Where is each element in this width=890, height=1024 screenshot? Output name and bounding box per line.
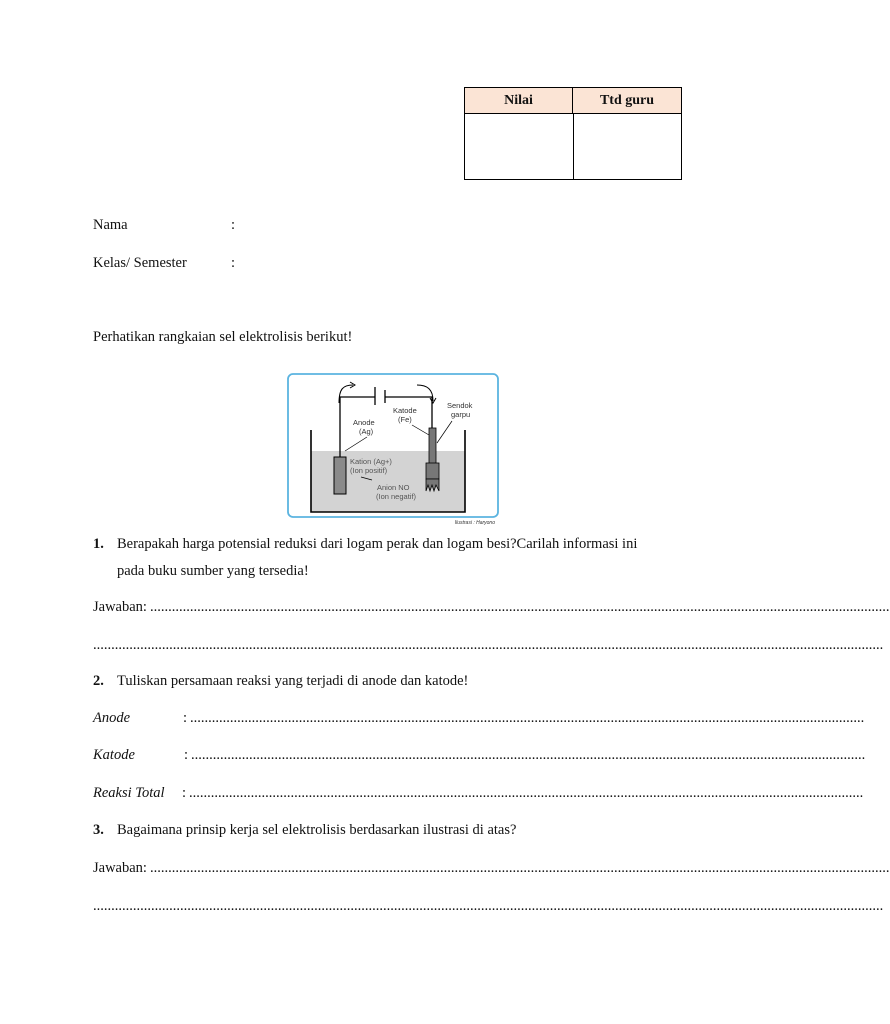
grade-header-nilai: Nilai (465, 88, 573, 114)
question-1-number: 1. (93, 536, 104, 552)
grade-table (464, 87, 682, 180)
answer-1-label: Jawaban: (93, 599, 147, 615)
katode-label: Katode (93, 747, 135, 763)
label-kation-sub: (Ion positif) (350, 466, 388, 475)
label-katode-sub: (Fe) (398, 415, 412, 424)
label-garpu: garpu (451, 410, 471, 419)
fork-handle (429, 428, 436, 466)
nama-colon: : (231, 217, 236, 233)
anode-answer-line[interactable]: .......................................................................................................................................................................................... (190, 710, 865, 726)
label-anion-sub: (Ion negatif) (376, 492, 417, 501)
question-3-text: Bagaimana prinsip kerja sel elektrolisis berdasarkan ilustrasi di atas? (117, 822, 517, 838)
question-1-text-cont: pada buku sumber yang tersedia! (117, 563, 309, 579)
question-3-number: 3. (93, 822, 104, 838)
reaksi-total-colon: : (182, 785, 187, 801)
intro-text: Perhatikan rangkaian sel elektrolisis berikut! (93, 329, 353, 345)
label-sendok: Sendok (447, 401, 473, 410)
answer-3-line-2[interactable]: .......................................................................................................................................................................................................................... (93, 898, 884, 914)
kelas-label: Kelas/ Semester (93, 255, 187, 271)
anode-label: Anode (93, 710, 131, 726)
kelas-colon: : (231, 255, 236, 271)
grade-header-ttd: Ttd guru (573, 88, 681, 114)
figure-credit: Ilustrasi : Haryono (454, 520, 495, 526)
label-anion: Anion NO (377, 483, 410, 492)
anode-rod (334, 457, 346, 494)
anode-colon: : (183, 710, 188, 726)
fork-body (426, 463, 439, 479)
label-kation: Kation (Ag+) (350, 457, 392, 466)
label-katode: Katode (393, 406, 417, 415)
answer-3-line[interactable]: ............................................................................................................................................................................................................ (150, 860, 890, 876)
question-1-text: Berapakah harga potensial reduksi dari logam perak dan logam besi?Carilah informasi ini (117, 536, 638, 552)
answer-1-line-2[interactable]: .......................................................................................................................................................................................................................... (93, 637, 884, 653)
reaksi-total-label: Reaksi Total (93, 785, 165, 801)
katode-colon: : (184, 747, 189, 763)
question-2-text: Tuliskan persamaan reaksi yang terjadi di anode dan katode! (117, 673, 469, 689)
katode-answer-line[interactable]: .......................................................................................................................................................................................... (191, 747, 866, 763)
question-2-number: 2. (93, 673, 104, 689)
answer-1-line[interactable]: ............................................................................................................................................................................................................ (150, 599, 890, 615)
reaksi-total-answer-line[interactable]: .......................................................................................................................................................................................... (189, 785, 864, 801)
nama-label: Nama (93, 217, 128, 233)
label-anode-sub: (Ag) (359, 427, 374, 436)
grade-divider (573, 114, 574, 180)
answer-3-label: Jawaban: (93, 860, 147, 876)
label-anode: Anode (353, 418, 375, 427)
electrolysis-figure (287, 373, 499, 526)
